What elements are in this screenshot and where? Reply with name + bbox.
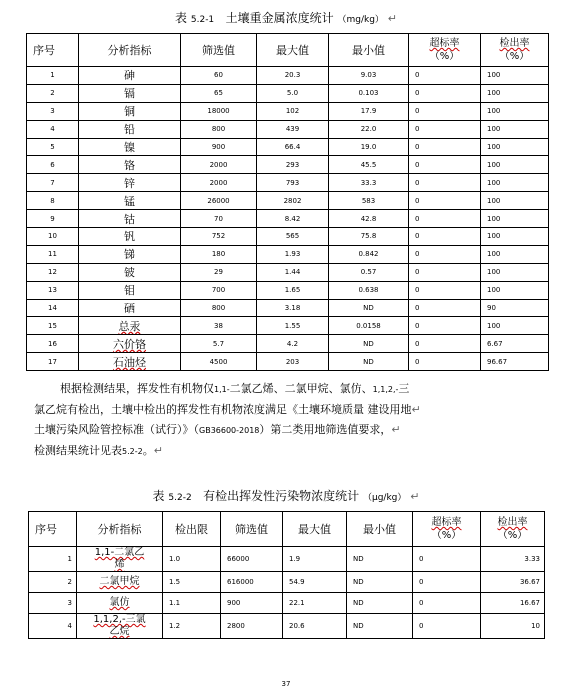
row-indicator [77,614,163,639]
row-indicator: 六价铬 [79,335,181,353]
row-index: 6 [27,156,79,174]
row-exceed: 0 [409,299,481,317]
row-screening: 66000 [221,547,283,572]
row-detect: 36.67 [481,572,545,593]
table2-header-exceed-bottom: （%） [431,530,462,541]
row-max: 1.44 [257,263,329,281]
table1-row [27,174,549,192]
table1-header-row [27,34,549,67]
row-screening: 180 [181,245,257,263]
row-max: 20.6 [283,614,347,639]
row-screening: 900 [221,593,283,614]
row-indicator-line1: 氯仿 [109,597,130,608]
table2-header-exceed [413,512,481,547]
table1-header-detect-bottom: （%） [499,51,530,62]
table1-header-exceed-bottom: （%） [429,51,460,62]
table2-header-exceed-top: 超标率 [431,517,462,528]
row-screening: 26000 [181,192,257,210]
row-max: 66.4 [257,138,329,156]
row-screening: 2000 [181,156,257,174]
row-indicator-line2: 乙烷 [109,626,130,637]
table2-header-detect-bottom: （%） [497,530,528,541]
paragraph-line-4-small: 5.2-2 [122,447,143,456]
paragraph-line-1-small: 1,1- [214,385,230,394]
row-index: 2 [27,84,79,102]
table2-header-row [29,512,545,547]
row-index: 4 [29,614,77,639]
table2-header-indicator: 分析指标 [77,512,163,547]
row-indicator: 总汞 [79,317,181,335]
row-indicator [77,572,163,593]
table1-header-screening: 筛选值 [181,34,257,67]
row-exceed: 0 [409,317,481,335]
table2-caption-number: 5.2-2 [168,493,192,503]
row-exceed: 0 [409,192,481,210]
row-screening: 900 [181,138,257,156]
row-min: ND [347,547,413,572]
row-exceed: 0 [409,210,481,228]
table1-row [27,281,549,299]
row-indicator [77,547,163,572]
table2-row [29,572,545,593]
row-min: 17.9 [329,102,409,120]
row-index: 10 [27,228,79,246]
row-exceed: 0 [409,335,481,353]
row-min: ND [329,299,409,317]
row-screening: 5.7 [181,335,257,353]
row-min: ND [329,335,409,353]
table2-caption: 表 5.2-2 有检出挥发性污染物浓度统计 （μg/kg） ↵ [152,489,420,503]
table2-header-limit: 检出限 [163,512,221,547]
table1-row [27,317,549,335]
table2-header-min: 最小值 [347,512,413,547]
row-exceed: 0 [409,174,481,192]
row-indicator-line2: 烯 [114,559,125,570]
row-index: 7 [27,174,79,192]
row-detect: 6.67 [481,335,549,353]
row-max: 20.3 [257,67,329,85]
row-detect: 3.33 [481,547,545,572]
row-detect: 100 [481,210,549,228]
row-index: 11 [27,245,79,263]
row-detect: 100 [481,228,549,246]
row-screening: 29 [181,263,257,281]
paragraph-line-3-small: GB36600-2018 [199,426,260,435]
row-exceed: 0 [413,572,481,593]
table2-caption-title: 有检出挥发性污染物浓度统计 [203,489,360,503]
row-index: 13 [27,281,79,299]
row-index: 1 [29,547,77,572]
paragraph-line-3b: ）第二类用地筛选值要求， [259,423,392,436]
row-exceed: 0 [413,547,481,572]
table2-caption-unit: （μg/kg） [362,493,407,503]
row-detect: 100 [481,67,549,85]
row-screening: 752 [181,228,257,246]
table1-row [27,245,549,263]
table1-header-exceed [409,34,481,67]
row-max: 793 [257,174,329,192]
row-exceed: 0 [409,102,481,120]
row-index: 8 [27,192,79,210]
row-exceed: 0 [409,228,481,246]
row-screening: 70 [181,210,257,228]
row-index: 15 [27,317,79,335]
table1-row [27,67,549,85]
row-exceed: 0 [409,138,481,156]
table2-header-detect-top: 检出率 [497,517,528,528]
row-exceed: 0 [413,593,481,614]
paragraph-line-1a: 根据检测结果，挥发性有机物仅 [60,382,214,395]
row-exceed: 0 [413,614,481,639]
row-screening: 18000 [181,102,257,120]
paragraph-line-1 [34,379,544,400]
row-indicator: 铜 [79,102,181,120]
row-detect: 100 [481,120,549,138]
row-detect: 100 [481,156,549,174]
row-indicator-line1: 二氯甲烷 [99,576,140,587]
row-index: 16 [27,335,79,353]
row-detection-limit: 1.5 [163,572,221,593]
table2-header-index: 序号 [29,512,77,547]
paragraph-line-1-small2: 1,1,2,- [372,385,399,394]
row-max: 1.55 [257,317,329,335]
row-indicator: 铅 [79,120,181,138]
row-detect: 100 [481,263,549,281]
row-min: 0.638 [329,281,409,299]
row-detect: 100 [481,245,549,263]
row-indicator-line1: 1,1,2,-三氯 [93,614,146,625]
row-min: ND [347,572,413,593]
row-max: 54.9 [283,572,347,593]
row-detect: 100 [481,174,549,192]
row-screening: 800 [181,299,257,317]
row-detection-limit: 1.0 [163,547,221,572]
table2-header-max: 最大值 [283,512,347,547]
paragraph-line-4: 检测结果统计见表5.2-2。↵ [34,444,163,457]
row-index: 14 [27,299,79,317]
row-max: 1.65 [257,281,329,299]
table1-row [27,210,549,228]
row-screening: 60 [181,67,257,85]
row-detect: 100 [481,317,549,335]
row-min: 0.842 [329,245,409,263]
row-detect: 100 [481,102,549,120]
table2-row [29,614,545,639]
row-min: 0.57 [329,263,409,281]
row-max: 22.1 [283,593,347,614]
paragraph-line-3: 土壤污染风险管控标准（试行）》（GB36600-2018）第二类用地筛选值要求，↵ [34,423,401,436]
table1-row [27,335,549,353]
row-indicator: 铍 [79,263,181,281]
table1-row [27,156,549,174]
table1-caption-prefix: 表 [175,11,188,25]
row-index: 5 [27,138,79,156]
row-index: 3 [27,102,79,120]
row-exceed: 0 [409,156,481,174]
row-max: 1.9 [283,547,347,572]
paragraph-line-3a: 土壤污染风险管控标准（试行）》（ [34,423,199,436]
row-max: 293 [257,156,329,174]
row-indicator: 铬 [79,156,181,174]
row-detect: 100 [481,192,549,210]
row-exceed: 0 [409,245,481,263]
row-min: 42.8 [329,210,409,228]
row-exceed: 0 [409,281,481,299]
row-detect: 10 [481,614,545,639]
paragraph-line-1b: 二氯乙烯、二氯甲烷、氯仿、 [229,382,373,395]
row-max: 8.42 [257,210,329,228]
paragraph-line-1c: 三 [398,382,410,395]
row-min: 19.0 [329,138,409,156]
table1-header-index: 序号 [27,34,79,67]
row-max: 2802 [257,192,329,210]
table1-header-max: 最大值 [257,34,329,67]
row-max: 4.2 [257,335,329,353]
row-detect: 100 [481,138,549,156]
table1-header-detect-top: 检出率 [499,38,530,49]
table1-row [27,120,549,138]
row-indicator: 石油烃 [79,353,181,371]
row-screening: 800 [181,120,257,138]
row-index: 3 [29,593,77,614]
row-indicator: 镉 [79,84,181,102]
row-indicator-line1: 1,1-二氯乙 [94,547,145,558]
row-index: 1 [27,67,79,85]
table1-row [27,228,549,246]
paragraph-line-2-text: 氯乙烷有检出，土壤中检出的挥发性有机物浓度满足《土壤环境质量 建设用地 [34,403,412,416]
row-max: 203 [257,353,329,371]
table2-row [29,593,545,614]
table2-row [29,547,545,572]
table1-caption: 表 5.2-1 土壤重金属浓度统计 （mg/kg） ↵ [175,11,397,25]
row-indicator: 钒 [79,228,181,246]
table1-row [27,263,549,281]
row-index: 9 [27,210,79,228]
row-indicator: 硒 [79,299,181,317]
paragraph-line-4a: 检测结果统计见表 [34,444,122,457]
table1-header-indicator: 分析指标 [79,34,181,67]
row-screening: 2800 [221,614,283,639]
result-paragraph [34,379,544,462]
row-screening: 616000 [221,572,283,593]
row-screening: 700 [181,281,257,299]
paragraph-line-4b: 。 [142,444,154,457]
row-min: 33.3 [329,174,409,192]
page-number: 37 [281,680,291,688]
row-index: 4 [27,120,79,138]
table1-row [27,299,549,317]
row-min: 0.0158 [329,317,409,335]
row-max: 5.0 [257,84,329,102]
table1-header-detect [481,34,549,67]
row-min: ND [347,614,413,639]
row-detect: 100 [481,281,549,299]
row-max: 439 [257,120,329,138]
row-indicator: 镍 [79,138,181,156]
row-screening: 4500 [181,353,257,371]
table2-caption-prefix: 表 [152,489,165,503]
row-min: ND [347,593,413,614]
table1-row [27,84,549,102]
row-detection-limit: 1.1 [163,593,221,614]
row-index: 17 [27,353,79,371]
table1-row [27,353,549,371]
row-min: 75.8 [329,228,409,246]
row-detect: 96.67 [481,353,549,371]
row-min: 0.103 [329,84,409,102]
table2-header-screening: 筛选值 [221,512,283,547]
row-min: 22.0 [329,120,409,138]
row-indicator: 钼 [79,281,181,299]
row-exceed: 0 [409,120,481,138]
row-max: 3.18 [257,299,329,317]
row-indicator: 锑 [79,245,181,263]
row-indicator: 锌 [79,174,181,192]
row-index: 12 [27,263,79,281]
row-max: 1.93 [257,245,329,263]
row-screening: 2000 [181,174,257,192]
row-min: ND [329,353,409,371]
row-min: 45.5 [329,156,409,174]
row-screening: 65 [181,84,257,102]
row-indicator: 钴 [79,210,181,228]
paragraph-line-2: 氯乙烷有检出，土壤中检出的挥发性有机物浓度满足《土壤环境质量 建设用地↵ [34,403,421,416]
row-detect: 90 [481,299,549,317]
row-detect: 100 [481,84,549,102]
table1-caption-unit: （mg/kg） [337,15,384,25]
row-exceed: 0 [409,353,481,371]
row-min: 9.03 [329,67,409,85]
row-index: 2 [29,572,77,593]
row-screening: 38 [181,317,257,335]
heavy-metal-table [26,33,549,371]
row-indicator: 锰 [79,192,181,210]
row-indicator: 砷 [79,67,181,85]
row-detect: 16.67 [481,593,545,614]
row-exceed: 0 [409,263,481,281]
table1-header-exceed-top: 超标率 [429,38,460,49]
table2-header-detect [481,512,545,547]
table1-caption-title: 土壤重金属浓度统计 [225,11,334,25]
row-exceed: 0 [409,84,481,102]
table1-row [27,192,549,210]
table1-row [27,102,549,120]
volatile-pollutant-table [28,511,545,639]
row-indicator [77,593,163,614]
row-min: 583 [329,192,409,210]
table1-header-min: 最小值 [329,34,409,67]
row-max: 102 [257,102,329,120]
row-detection-limit: 1.2 [163,614,221,639]
row-exceed: 0 [409,67,481,85]
row-max: 565 [257,228,329,246]
table1-caption-number: 5.2-1 [190,15,215,25]
table1-row [27,138,549,156]
